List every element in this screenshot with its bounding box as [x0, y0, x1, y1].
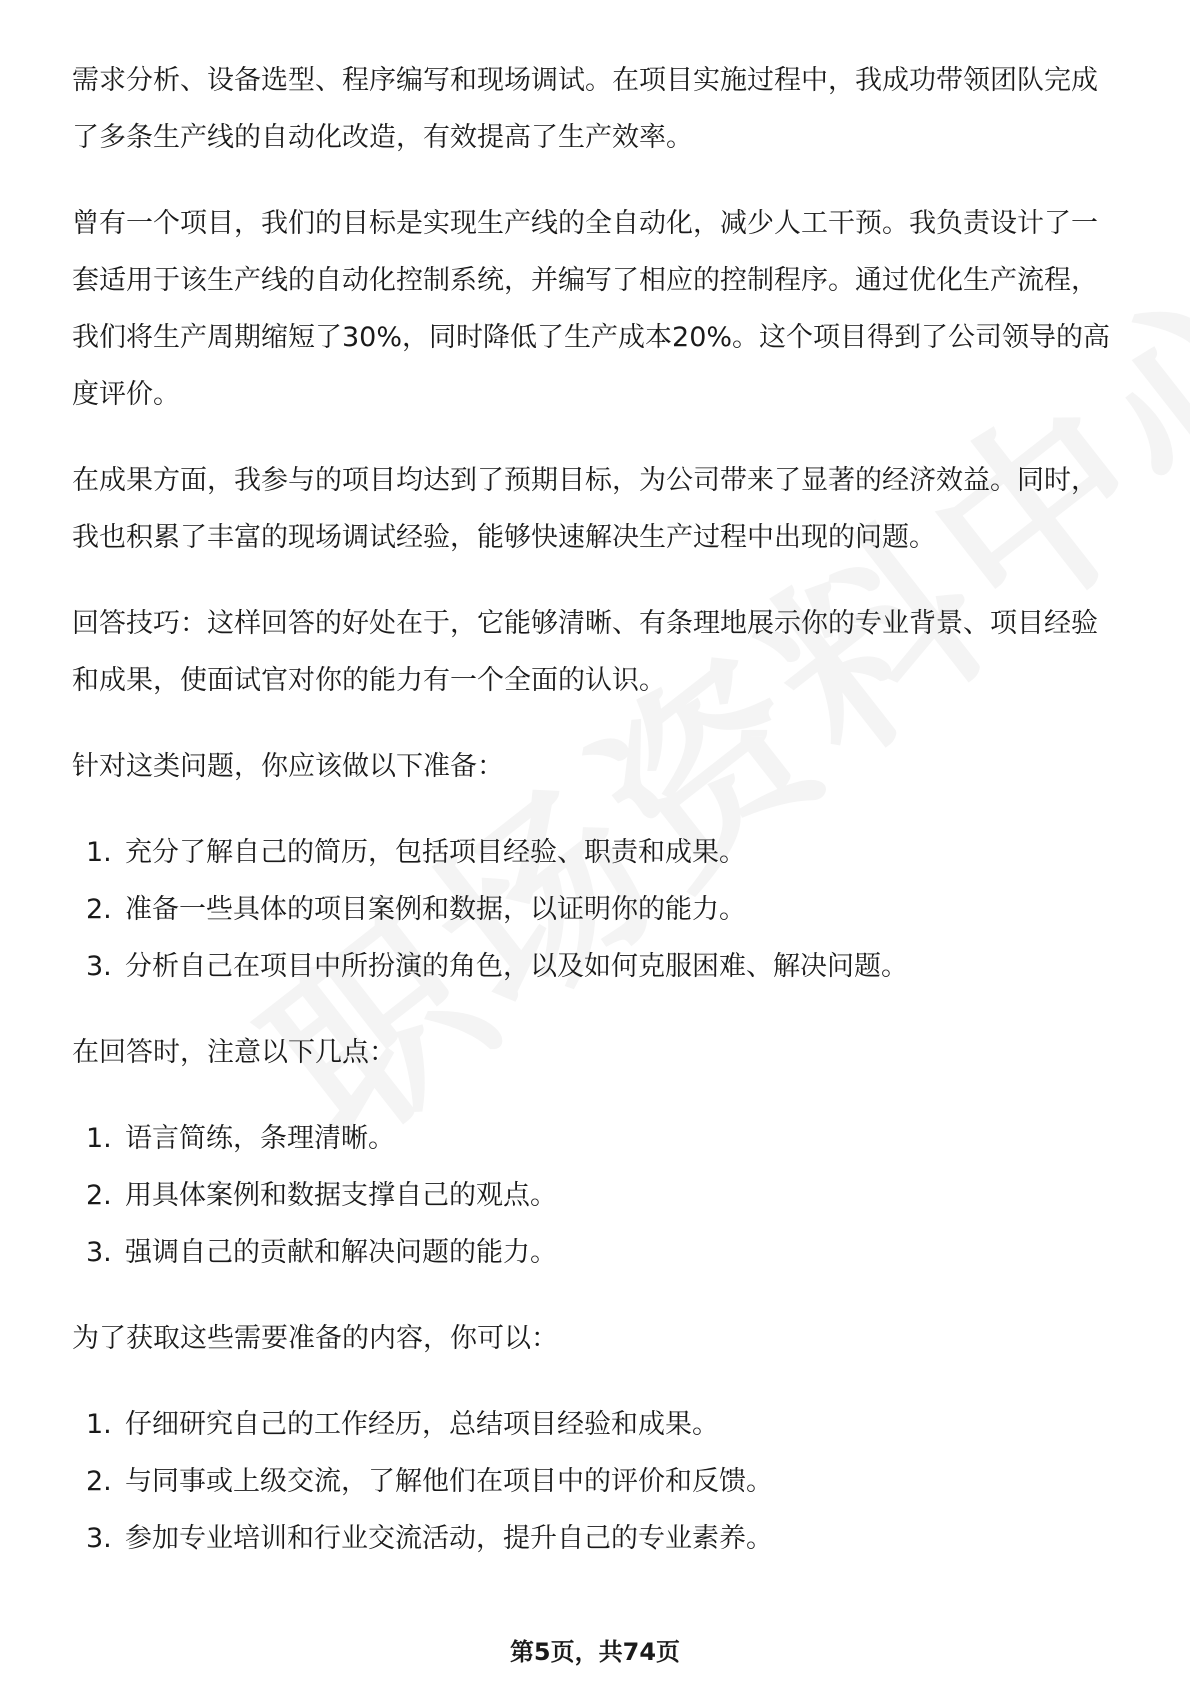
paragraph: 需求分析、设备选型、程序编写和现场调试。在项目实施过程中，我成功带领团队完成了多条生产线的自动化改造，有效提高了生产效率。 [72, 65, 1098, 153]
numbered-list [72, 1396, 1118, 1567]
list-number: 1. [86, 837, 112, 868]
list-text: 与同事或上级交流，了解他们在项目中的评价和反馈。 [125, 1466, 773, 1497]
list-text: 用具体案例和数据支撑自己的观点。 [125, 1180, 557, 1211]
list-number: 2. [86, 1466, 112, 1497]
list-item [72, 938, 1118, 995]
numbered-list [72, 824, 1118, 995]
list-number: 3. [86, 1237, 112, 1268]
list-number: 3. [86, 1523, 112, 1554]
list-text: 分析自己在项目中所扮演的角色，以及如何克服困难、解决问题。 [125, 951, 908, 982]
list-number: 2. [86, 1180, 112, 1211]
list-number: 1. [86, 1409, 112, 1440]
list-text: 强调自己的贡献和解决问题的能力。 [125, 1237, 557, 1268]
numbered-list [72, 1110, 1118, 1281]
list-item [72, 1510, 1118, 1567]
section-heading: 为了获取这些需要准备的内容，你可以： [72, 1323, 558, 1354]
list-number: 2. [86, 894, 112, 925]
list-text: 语言简练，条理清晰。 [125, 1123, 395, 1154]
list-number: 1. [86, 1123, 112, 1154]
list-text: 准备一些具体的项目案例和数据，以证明你的能力。 [125, 894, 746, 925]
list-item [72, 1396, 1118, 1453]
list-text: 参加专业培训和行业交流活动，提升自己的专业素养。 [125, 1523, 773, 1554]
list-item [72, 1110, 1118, 1167]
section-heading: 在回答时，注意以下几点： [72, 1037, 396, 1068]
list-text: 充分了解自己的简历，包括项目经验、职责和成果。 [125, 837, 746, 868]
list-item [72, 1453, 1118, 1510]
section-heading: 针对这类问题，你应该做以下准备： [72, 751, 504, 782]
list-item [72, 1224, 1118, 1281]
document-body [72, 52, 1118, 1596]
list-item [72, 881, 1118, 938]
paragraph: 在成果方面，我参与的项目均达到了预期目标，为公司带来了显著的经济效益。同时，我也积累了丰富的现场调试经验，能够快速解决生产过程中出现的问题。 [72, 465, 1098, 553]
list-item [72, 824, 1118, 881]
list-item [72, 1167, 1118, 1224]
list-text: 仔细研究自己的工作经历，总结项目经验和成果。 [125, 1409, 719, 1440]
page-number: 第5页，共74页 [509, 1638, 681, 1666]
list-number: 3. [86, 951, 112, 982]
paragraph: 曾有一个项目，我们的目标是实现生产线的全自动化，减少人工干预。我负责设计了一套适用于该生产线的自动化控制系统，并编写了相应的控制程序。通过优化生产流程，我们将生产周期缩短了30%，同时降低了生产成本20%。这个项目得到了公司领导的高度评价。 [72, 208, 1111, 410]
paragraph: 回答技巧：这样回答的好处在于，它能够清晰、有条理地展示你的专业背景、项目经验和成果，使面试官对你的能力有一个全面的认识。 [72, 608, 1098, 696]
